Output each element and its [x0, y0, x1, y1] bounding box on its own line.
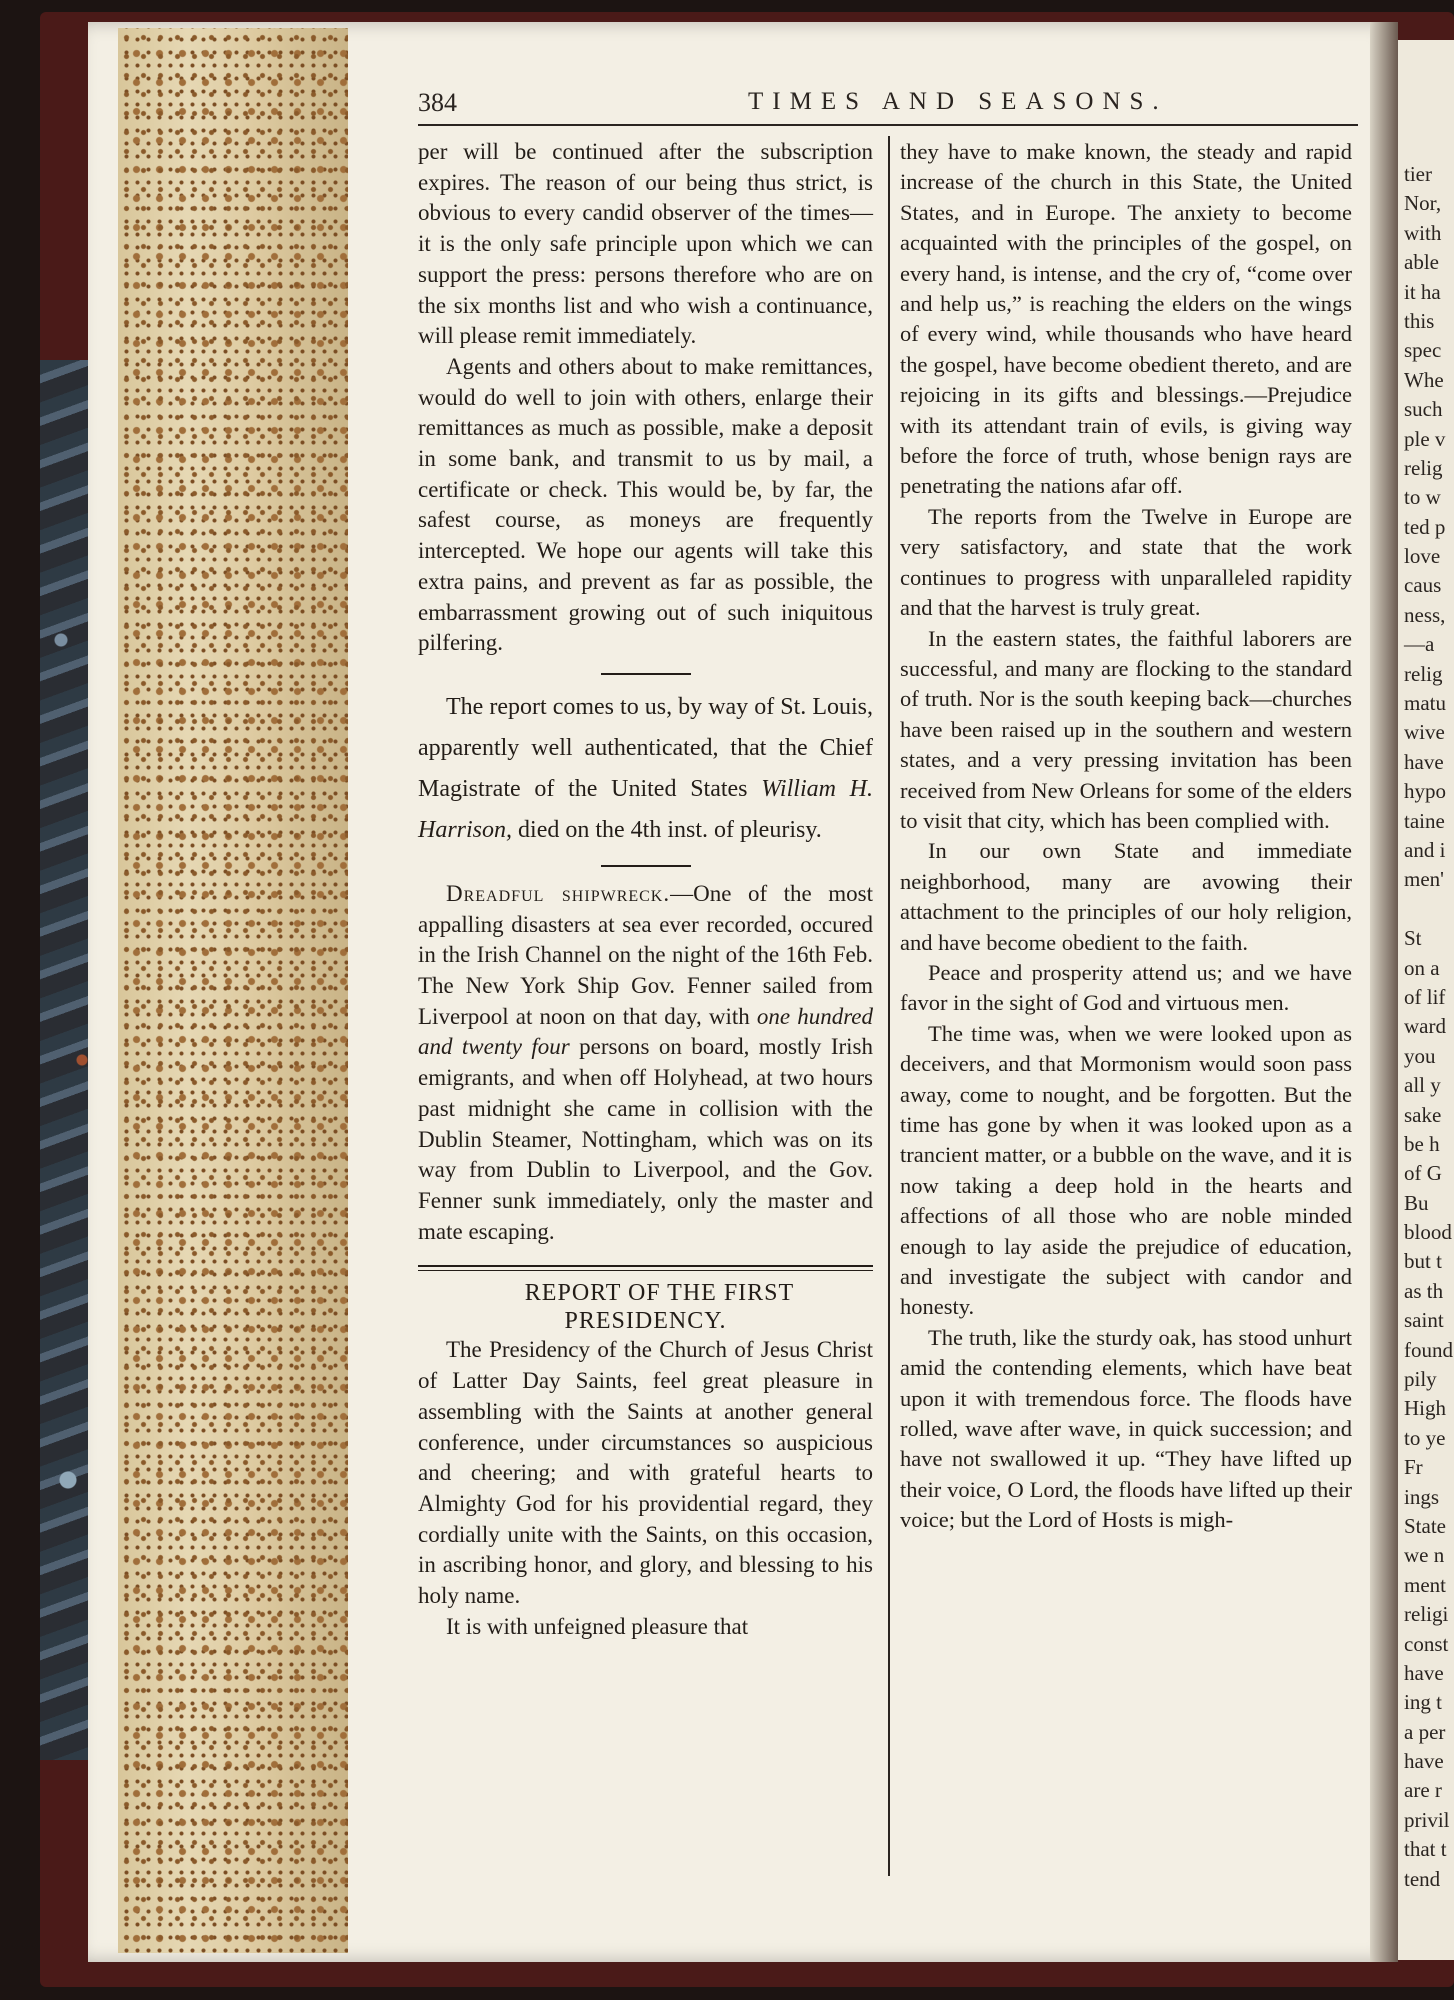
facing-page-line: tier [1404, 162, 1432, 186]
facing-page-line: to w [1404, 485, 1441, 510]
shipwreck-heading: Dreadful shipwreck. [446, 880, 671, 906]
facing-page-line: ward [1404, 1014, 1446, 1039]
facing-page-line: it ha [1404, 279, 1441, 304]
facing-page-line: have [1404, 1660, 1444, 1685]
facing-page-line: ment [1404, 1572, 1446, 1597]
facing-page-line: taine [1404, 808, 1445, 833]
facing-page-line: religi [1404, 1602, 1449, 1627]
facing-page-line: be h [1404, 1131, 1440, 1156]
facing-page-line: men' [1404, 867, 1444, 892]
facing-page-line: caus [1404, 573, 1442, 598]
harrison-paragraph [418, 687, 873, 851]
facing-page-line: ted p [1404, 514, 1446, 539]
facing-page-line [1404, 895, 1454, 924]
facing-page-line: blood [1404, 1220, 1452, 1245]
facing-page-line: able [1404, 250, 1439, 275]
harrison-name: William H. Harrison, [418, 775, 874, 843]
report-paragraph: The Presidency of the Church of Jesus Christ of Latter Day Saints, feel great pleasure in assembling with the Saints at another general conference, under circumstances so auspicious and cheering; and with grateful hearts to Almighty God for his providential regard, they cordially unite with the Saints, on this occasion, in ascribing honor, and glory, and blessing to his holy name. [418, 1337, 873, 1609]
foxed-page-edges [118, 28, 348, 1953]
peace-paragraph: Peace and prosperity attend us; and we have favor in the sight of God and virtuous men. [900, 959, 1352, 1016]
facing-page-line: you [1404, 1043, 1436, 1068]
facing-page-line: are r [1404, 1778, 1442, 1803]
twelve-paragraph: The reports from the Twelve in Europe are very satisfactory, and state that the work continues to progress with unparalleled rapidity and that the harvest is truly great. [900, 503, 1352, 621]
facing-page-line: of G [1404, 1161, 1442, 1186]
facing-page-line: saint [1404, 1308, 1444, 1333]
double-rule [418, 1265, 873, 1271]
facing-page-line: wive [1404, 720, 1445, 745]
facing-page-line: all y [1404, 1073, 1441, 1098]
facing-page-line: ple v [1404, 426, 1446, 451]
header-rule [418, 124, 1358, 126]
facing-page-line: pily [1404, 1367, 1437, 1392]
truth-oak-paragraph: The truth, like the sturdy oak, has stood unhurt amid the contending elements, which have beat upon it with tremendous force. The floods have rolled, wave after wave, in quick succession; and have not swallowed it up. “They have lifted up their voice, O Lord, the floods have lifted up their voice; but the Lord of Hosts is migh- [900, 1324, 1352, 1533]
shipwreck-text-a: —One of the most appalling disasters at sea ever recorded, occured in the Irish Channel on the night of the 16th Feb. The New York Ship Gov. Fenner sailed from Liverpool at noon on that day, with [418, 880, 873, 1029]
facing-page-line: Bu [1404, 1190, 1429, 1215]
facing-page-line: privil [1404, 1807, 1450, 1832]
facing-page-line: on a [1404, 955, 1440, 980]
facing-page-line: relig [1404, 661, 1443, 686]
facing-page-line: with [1404, 220, 1442, 245]
increase-paragraph: they have to make known, the steady and rapid increase of the church in this State, the United States, and in Europe. The anxiety to become acquainted with the principles of the gospel, on every hand, is intense, and the cry of, “come over and help us,” is reaching the elders on the wings of every wind, while thousands who have heard the gospel, have become obedient thereto, and are rejoicing in its gifts and blessings.—Prejudice with its attendant train of evils, is giving way before the force of truth, whose benign rays are penetrating the nations afar off. [900, 139, 1352, 499]
facing-page-line: such [1404, 397, 1443, 422]
facing-page-line: tend [1404, 1866, 1441, 1891]
facing-page-line: Whe [1404, 367, 1444, 392]
harrison-text-before: The report comes to us, by way of St. Louis, apparently well authenticated, that the Chief Magistrate of the United States [418, 693, 873, 802]
facing-page-line: we n [1404, 1543, 1445, 1568]
running-head [418, 88, 1358, 122]
page-number: 384 [418, 88, 457, 117]
facing-page [1398, 40, 1454, 1960]
facing-page-line: High [1404, 1396, 1446, 1421]
facing-page-line: have [1404, 749, 1444, 774]
facing-page-line: spec [1404, 338, 1442, 363]
journal-title: TIMES AND SEASONS. [748, 88, 1168, 115]
time-was-paragraph: The time was, when we were looked upon as deceivers, and that Mormonism would soon pass away, come to nought, and be forgotten. But the time has gone by when it was looked upon as a trancient matter, or a bubble on the wave, and it is now taking a deep hold in the hearts and affections of all those who are noble minded enough to lay aside the prejudice of education, and investigate the subject with candor and honesty. [900, 1020, 1352, 1320]
shipwreck-text-b: persons on board, mostly Irish emigrants, and when off Holyhead, at two hours past midnight she came in collision with the Dublin Steamer, Nottingham, which was on its way from Dublin to Liverpool, and the Gov. Fenner sunk immediately, only the master and mate escaping. [418, 1034, 873, 1244]
section-rule [601, 865, 691, 867]
facing-page-line: of lif [1404, 984, 1446, 1009]
harrison-text-after: died on the 4th inst. of pleurisy. [518, 816, 822, 843]
facing-page-line: as th [1404, 1278, 1444, 1303]
facing-page-line: matu [1404, 691, 1446, 716]
facing-page-line: sake [1404, 1102, 1442, 1127]
left-column [418, 137, 873, 1642]
right-column [900, 137, 1352, 1536]
facing-page-line: that t [1404, 1837, 1447, 1862]
facing-page-line: Fr [1404, 1455, 1423, 1480]
column-divider [888, 136, 890, 1876]
facing-page-line: a per [1404, 1719, 1446, 1744]
book-gutter [1370, 22, 1398, 1962]
facing-page-line: but t [1404, 1249, 1442, 1274]
facing-page-line: ness, [1404, 602, 1446, 627]
shipwreck-paragraph [418, 879, 873, 1247]
report-title: REPORT OF THE FIRST PRESIDENCY. [524, 1280, 795, 1335]
facing-page-line: —a [1404, 632, 1435, 657]
facing-page-line: St [1404, 926, 1422, 951]
report-paragraph-continued: It is with unfeigned pleasure that [446, 1613, 749, 1639]
facing-page-line: State [1404, 1513, 1446, 1538]
facing-page-line: ing t [1404, 1690, 1442, 1715]
facing-page-line: and i [1404, 837, 1446, 862]
facing-page-line: ings [1404, 1484, 1440, 1509]
shipwreck-italic: one hundred and twenty four [418, 1003, 874, 1060]
subscription-paragraph: per will be continued after the subscription expires. The reason of our being thus strict, is obvious to every candid observer of the times—it is the only safe principle upon which we can support the press: persons therefore who are on the six months list and who wish a continuance, will please remit immediately. [418, 139, 873, 349]
facing-page-line: relig [1404, 455, 1443, 480]
facing-page-line: to ye [1404, 1425, 1446, 1450]
facing-page-line: Nor, [1404, 191, 1442, 216]
section-rule [601, 673, 691, 675]
own-state-paragraph: In our own State and immediate neighborhood, many are avowing their attachment to the principles of our holy religion, and have become obedient to the faith. [900, 838, 1352, 955]
eastern-states-paragraph: In the eastern states, the faithful laborers are successful, and many are flocking to the standard of truth. Nor is the south keeping back—churches have been raised up in the southern and western states, and a very pressing invitation has been received from New Orleans for some of the elders to visit that city, which has been complied with. [900, 625, 1352, 833]
facing-page-line: have [1404, 1749, 1444, 1774]
facing-page-text [1398, 40, 1454, 1894]
facing-page-line: const [1404, 1631, 1449, 1656]
facing-page-line: found [1404, 1337, 1453, 1362]
facing-page-line: hypo [1404, 779, 1446, 804]
facing-page-line: this [1404, 308, 1435, 333]
facing-page-line: love [1404, 544, 1441, 569]
agents-paragraph: Agents and others about to make remittances, would do well to join with others, enlarge their remittances as much as possible, make a deposit in some bank, and transmit to us by mail, a certificate or check. This would be, by far, the safest course, as moneys are frequently intercepted. We hope our agents will take this extra pains, and prevent as far as possible, the embarrassment growing out of such iniquitous pilfering. [418, 353, 873, 656]
